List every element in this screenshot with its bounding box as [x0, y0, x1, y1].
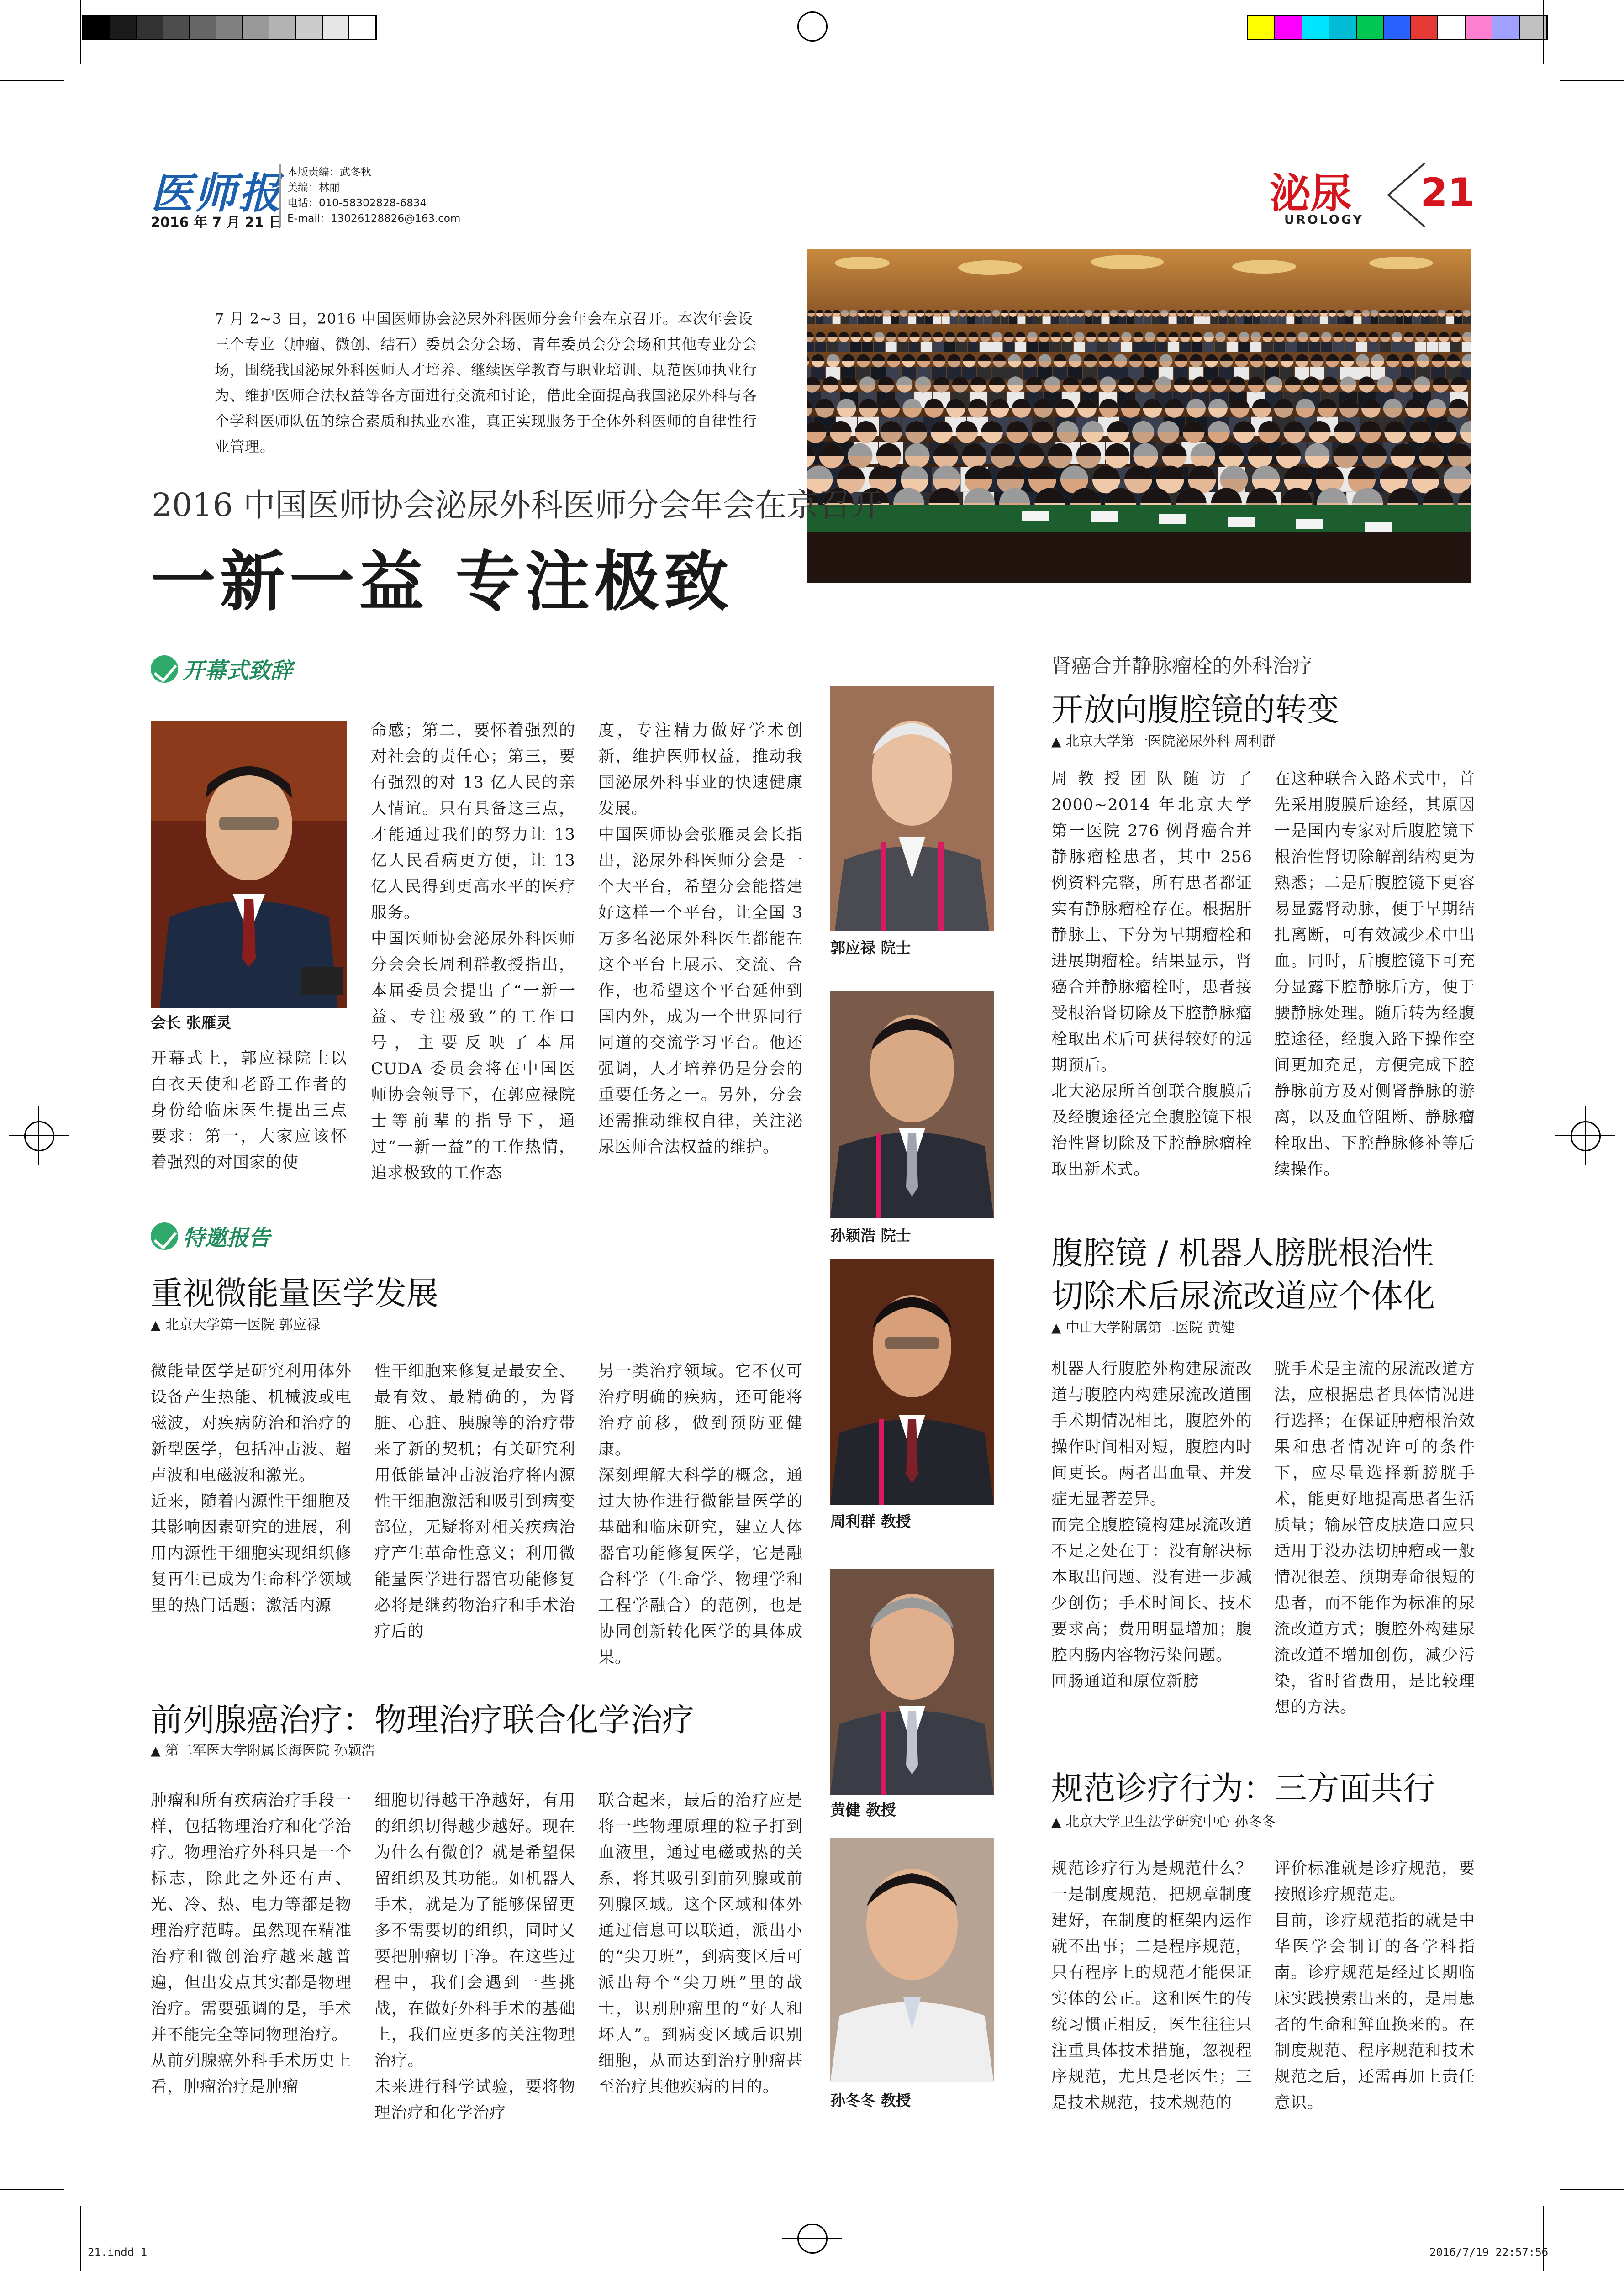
section-tag-label: 特邀报告 — [183, 1225, 271, 1251]
color-bar — [1247, 15, 1548, 40]
grayscale-bar — [82, 15, 377, 40]
checkmark-icon — [151, 655, 178, 683]
color-swatch — [1492, 16, 1519, 39]
crop-mark — [1560, 2189, 1624, 2190]
gray-swatch — [323, 16, 349, 39]
portrait-guo-yinglu — [830, 686, 994, 931]
gray-swatch — [190, 16, 216, 39]
article-byline: ▲ 第二军医大学附属长海医院 孙颖浩 — [151, 1743, 375, 1759]
gray-swatch — [349, 16, 376, 39]
headline-subtitle: 2016 中国医师协会泌尿外科医师分会年会在京召开 — [152, 486, 883, 524]
gray-swatch — [269, 16, 296, 39]
crop-mark — [1543, 2206, 1544, 2271]
portrait-zhou-liqun — [830, 1259, 994, 1505]
section-tag-label: 开幕式致辞 — [183, 658, 293, 684]
page-number: 21 — [1420, 170, 1475, 216]
registration-mark-bottom — [782, 2208, 842, 2268]
gray-swatch — [137, 16, 163, 39]
special-section-tag — [151, 1220, 270, 1252]
article-title: 规范诊疗行为：三方面共行 — [1051, 1770, 1435, 1807]
gray-swatch — [163, 16, 190, 39]
crop-mark — [1560, 80, 1624, 81]
opening-col-2: 命感；第二，要怀着强烈的对社会的责任心；第三，要有强烈的对 13 亿人民的亲人情谊。只有具备这三点，才能通过我们的努力让 13 亿人民看病更方便，让 13 亿人民得到更高水平的医疗服务。 中国医师协会泌尿外科医师分会会长周利群教授指出，本届委员会提出了“一新一益、专注极致”的工作口号，主要反映了本届 CUDA 委员会将在中国医师协会领导下，在郭应禄院士等前辈的指导下，通过“一新一益”的工作热情，追求极致的工作态 — [371, 722, 575, 1182]
issue-date: 2016 年 7 月 21 日 — [151, 215, 283, 231]
article-col-2: 细胞切得越干净越好，有用的组织切得越少越好。现在为什么有微创？就是希望保留组织及其功能。如机器人手术，就是为了能够保留更多不需要切的组织，同时又要把肿瘤切干净。在这些过程中，我们会遇到一些挑战，在做好外科手术的基础上，我们应更多的关注物理治疗。 未来进行科学试验，要将物理治疗和化学治疗 — [374, 1792, 575, 2122]
portrait-caption: 孙颖浩 院士 — [830, 1227, 911, 1244]
portrait-sun-dongdong — [830, 1838, 994, 2082]
article-col-1: 规范诊疗行为是规范什么？一是制度规范，把规章制度建好，在制度的框架内运作就不出事；二是程序规范，只有程序上的规范才能保证实体的公正。这和医生的传统习惯正相反，医生往往只注重具体技术措施，忽视程序规范，尤其是老医生；三是技术规范，技术规范的 — [1051, 1860, 1252, 2112]
gray-swatch — [110, 16, 137, 39]
color-swatch — [1357, 16, 1384, 39]
registration-mark-right — [1555, 1106, 1615, 1165]
article-title-line-1: 腹腔镜 / 机器人膀胱根治性 — [1051, 1234, 1434, 1272]
designer-line: 美编：林丽 — [287, 182, 340, 194]
article-kicker: 肾癌合并静脉瘤栓的外科治疗 — [1051, 654, 1313, 678]
article-col-1: 肿瘤和所有疾病治疗手段一样，包括物理治疗和化学治疗。物理治疗外科只是一个标志，除此之外还有声、光、冷、热、电力等都是物理治疗范畴。虽然现在精准治疗和微创治疗越来越普遍，但出发点其实都是物理治疗。需要强调的是，手术并不能完全等同物理治疗。 从前列腺癌外科手术历史上看，肿瘤治疗是肿瘤 — [151, 1792, 352, 2096]
article-col-1: 机器人行腹腔外构建尿流改道与腹腔内构建尿流改道围手术期情况相比，腹腔外的操作时间相对短，腹腔内时间更长。两者出血量、并发症无显著差异。 而完全腹腔镜构建尿流改道不足之处在于：没有解决标本取出问题、没有进一步减少创伤；手术时间长、技术要求高；费用明显增加；腹腔内肠内容物污染问题。 回肠通道和原位新膀 — [1051, 1360, 1252, 1691]
crop-mark — [80, 0, 81, 64]
portrait-zhang-yanling — [151, 721, 347, 1008]
portrait-sun-yinghao — [830, 991, 994, 1218]
article-col-3: 联合起来，最后的治疗应是将一些物理原理的粒子打到血液里，通过电磁或热的关系，将其吸引到前列腺或前列腺区域。这个区域和体外通过信息可以联通，派出小的“尖刀班”，到病变区后可派出每个“尖刀班”里的战士，识别肿瘤里的“好人和坏人”。到病变区域后识别细胞，从而达到治疗肿瘤甚至治疗其他疾病的目的。 — [598, 1792, 803, 2096]
lead-intro: 7 月 2~3 日，2016 中国医师协会泌尿外科医师分会年会在京召开。本次年会设三个专业（肿瘤、微创、结石）委员会分会场、青年委员会分会场和其他专业分会场，围绕我国泌尿外科医师人才培养、继续医学教育与职业培训、规范医师执业行为、维护医师合法权益等各方面进行交流和讨论，借此全面提高我国泌尿外科与各个学科医师队伍的综合素质和执业水准，真正实现服务于全体外科医师的自律性行业管理。 — [215, 310, 758, 455]
article-byline: ▲ 北京大学卫生法学研究中心 孙冬冬 — [1051, 1814, 1276, 1830]
registration-mark-top — [782, 0, 842, 56]
article-col-1: 周教授团队随访了 2000~2014 年北京大学第一医院 276 例肾癌合并静脉瘤栓患者，其中 256 例资料完整，所有患者都证实有静脉瘤栓存在。根据肝静脉上、下分为早期瘤栓和进展期瘤栓。结果显示，肾癌合并静脉瘤栓时，患者接受根治肾切除及下腔静脉瘤栓取出术后可获得较好的远期预后。 北大泌尿所首创联合腹膜后及经腹途径完全腹腔镜下根治性肾切除及下腔静脉瘤栓取出新术式。 — [1051, 770, 1252, 1179]
article-byline: ▲ 中山大学附属第二医院 黄健 — [1051, 1320, 1235, 1336]
portrait-caption: 黄健 教授 — [830, 1801, 896, 1819]
article-col-2: 评价标准就是诊疗规范，要按照诊疗规范走。 目前，诊疗规范指的就是中华医学会制订的各学科指南。诊疗规范是经过长期临床实践摸索出来的，是用患者的生命和鲜血换来的。在制度规范、程序规范和技术规范之后，还需再加上责任意识。 — [1274, 1860, 1475, 2112]
color-swatch — [1384, 16, 1411, 39]
article-col-2: 胱手术是主流的尿流改道方法，应根据患者具体情况进行选择；在保证肿瘤根治效果和患者情况许可的条件下，应尽量选择新膀胱手术，能更好地提高患者生活质量；输尿管皮肤造口应只适用于没办法切肿瘤或一般情况很差、预期寿命很短的患者，而不能作为标准的尿流改道方式；腹腔外构建尿流改道不增加创伤，减少污染，省时省费用，是比较理想的方法。 — [1274, 1360, 1475, 1717]
gray-swatch — [296, 16, 323, 39]
gray-swatch — [216, 16, 243, 39]
email-line: E-mail：13026128826@163.com — [287, 213, 461, 225]
article-title-line-2: 切除术后尿流改道应个体化 — [1051, 1277, 1435, 1315]
crop-mark — [80, 2206, 81, 2271]
article-col-3: 另一类治疗领域。它不仅可治疗明确的疾病，还可能将治疗前移，做到预防亚健康。 深刻理解大科学的概念，通过大协作进行微能量医学的基础和临床研究，建立人体器官功能修复医学，它是融合科学（生命学、物理学和工程学融合）的范例，也是协同创新转化医学的具体成果。 — [598, 1362, 803, 1667]
portrait-huang-jian — [830, 1569, 994, 1795]
opening-col-1: 开幕式上，郭应禄院士以白衣天使和老爵工作者的身份给临床医生提出三点要求：第一，大家应该怀着强烈的对国家的使 — [151, 1049, 347, 1172]
print-timestamp: 2016/7/19 22:57:56 — [1429, 2246, 1549, 2259]
newspaper-logo: 医师报 — [151, 169, 283, 218]
crop-mark — [0, 80, 64, 81]
masthead-info — [279, 164, 479, 227]
article-col-1: 微能量医学是研究利用体外设备产生热能、机械波或电磁波，对疾病防治和治疗的新型医学，包括冲击波、超声波和电磁波和激光。 近来，随着内源性干细胞及其影响因素研究的进展，利用内源性干细胞实现组织修复再生已成为生命科学领域里的热门话题；激活内源 — [151, 1362, 352, 1615]
color-swatch — [1329, 16, 1356, 39]
crop-mark — [1543, 0, 1544, 64]
gray-swatch — [84, 16, 110, 39]
gray-swatch — [243, 16, 269, 39]
portrait-caption: 郭应禄 院士 — [830, 939, 911, 957]
color-swatch — [1248, 16, 1275, 39]
opening-section-tag — [151, 653, 292, 685]
portrait-caption: 孙冬冬 教授 — [830, 2092, 911, 2109]
article-byline: ▲ 北京大学第一医院泌尿外科 周利群 — [1051, 733, 1276, 749]
phone-line: 电话：010-58302828-6834 — [287, 197, 427, 209]
color-swatch — [1275, 16, 1302, 39]
section-name-en: UROLOGY — [1284, 213, 1364, 227]
article-title: 开放向腹腔镜的转变 — [1051, 691, 1339, 728]
file-slug: 21.indd 1 — [88, 2246, 148, 2259]
portrait-caption: 周利群 教授 — [830, 1512, 911, 1530]
article-byline: ▲ 北京大学第一医院 郭应禄 — [151, 1317, 321, 1333]
headline-title: 一新一益 专注极致 — [151, 544, 733, 620]
color-swatch — [1411, 16, 1438, 39]
portrait-caption: 会长 张雁灵 — [151, 1014, 232, 1032]
article-col-2: 在这种联合入路术式中，首先采用腹膜后途经，其原因一是国内专家对后腹腔镜下根治性肾切除解剖结构更为熟悉；二是后腹腔镜下更容易显露肾动脉，便于早期结扎离断，可有效减少术中出血。同时，后腹腔镜下可充分显露下腔静脉后方，便于腰静脉处理。随后转为经腹腔途径，经腹入路下操作空间更加充足，方便完成下腔静脉前方及对侧肾静脉的游离，以及血管阻断、静脉瘤栓取出、下腔静脉修补等后续操作。 — [1274, 770, 1475, 1179]
opening-col-3: 度，专注精力做好学术创新，维护医师权益，推动我国泌尿外科事业的快速健康发展。 中国医师协会张雁灵会长指出，泌尿外科医师分会是一个大平台，希望分会能搭建好这样一个平台，让全国 3 万多名泌尿外科医生都能在这个平台上展示、交流、合作，也希望这个平台延伸到国内外，成为一个世界同行同道的交流学习平台。他还强调，人才培养仍是分会的重要任务之一。另外，分会还需推动维权自律，关注泌尿医师合法权益的维护。 — [598, 722, 803, 1156]
color-swatch — [1438, 16, 1465, 39]
article-title: 重视微能量医学发展 — [151, 1275, 438, 1312]
checkmark-icon — [151, 1222, 178, 1250]
color-swatch — [1302, 16, 1329, 39]
registration-mark-left — [9, 1106, 69, 1165]
editor-line: 本版责编：武冬秋 — [287, 166, 371, 178]
article-col-2: 性干细胞来修复是最安全、最有效、最精确的，为肾脏、心脏、胰腺等的治疗带来了新的契机；有关研究利用低能量冲击波治疗将内源性干细胞激活和吸引到病变部位，无疑将对相关疾病治疗产生革命性意义；利用微能量医学进行器官功能修复必将是继药物治疗和手术治疗后的 — [374, 1362, 575, 1641]
conference-photo — [807, 249, 1471, 583]
crop-mark — [0, 2189, 64, 2190]
section-name: 泌尿 — [1270, 169, 1352, 217]
article-title: 前列腺癌治疗：物理治疗联合化学治疗 — [151, 1701, 694, 1739]
color-swatch — [1466, 16, 1492, 39]
